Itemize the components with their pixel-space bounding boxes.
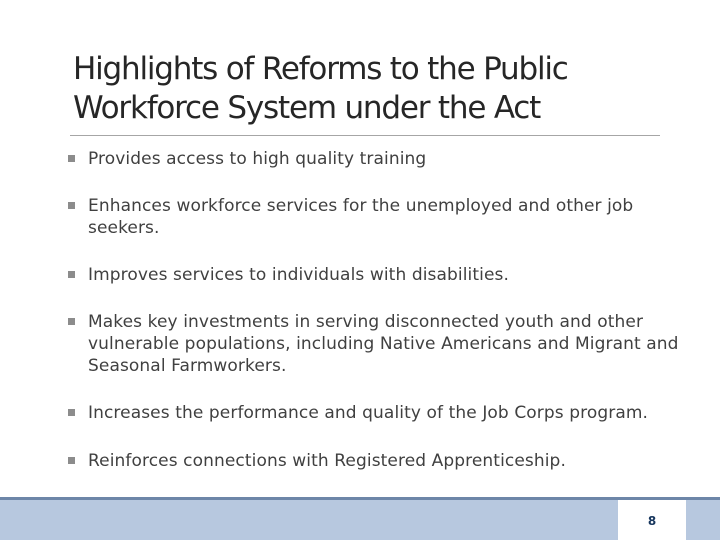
footer-bar bbox=[0, 500, 720, 540]
bullet-square-icon bbox=[68, 318, 75, 325]
bullet-item bbox=[68, 264, 708, 286]
bullet-item bbox=[68, 195, 708, 239]
bullet-list bbox=[68, 148, 708, 472]
bullet-square-icon bbox=[68, 202, 75, 209]
bullet-square-icon bbox=[68, 271, 75, 278]
bullet-text: Improves services to individuals with disabilities. bbox=[88, 265, 509, 285]
page-number-box bbox=[618, 500, 686, 540]
bullet-item bbox=[68, 402, 708, 424]
bullet-item bbox=[68, 311, 708, 377]
page-number: 8 bbox=[647, 514, 657, 528]
bullet-text: Provides access to high quality training bbox=[88, 149, 427, 169]
bullet-square-icon bbox=[68, 457, 75, 464]
bullet-item bbox=[68, 148, 708, 170]
bullet-text: Reinforces connections with Registered Apprenticeship. bbox=[88, 451, 566, 471]
slide-title bbox=[73, 50, 673, 128]
bullet-text: Makes key investments in serving disconnected youth and other vulnerable populations, including Native Americans and Migrant and Seasonal Farmworkers. bbox=[88, 312, 679, 376]
slide-title-line-2: Workforce System under the Act bbox=[73, 90, 541, 126]
bullet-text: Enhances workforce services for the unemployed and other job seekers. bbox=[88, 196, 634, 238]
slide-title-line-1: Highlights of Reforms to the Public bbox=[73, 51, 568, 87]
bullet-item bbox=[68, 450, 708, 472]
bullet-square-icon bbox=[68, 409, 75, 416]
bullet-text: Increases the performance and quality of the Job Corps program. bbox=[88, 403, 649, 423]
title-divider bbox=[70, 135, 660, 136]
bullet-square-icon bbox=[68, 155, 75, 162]
